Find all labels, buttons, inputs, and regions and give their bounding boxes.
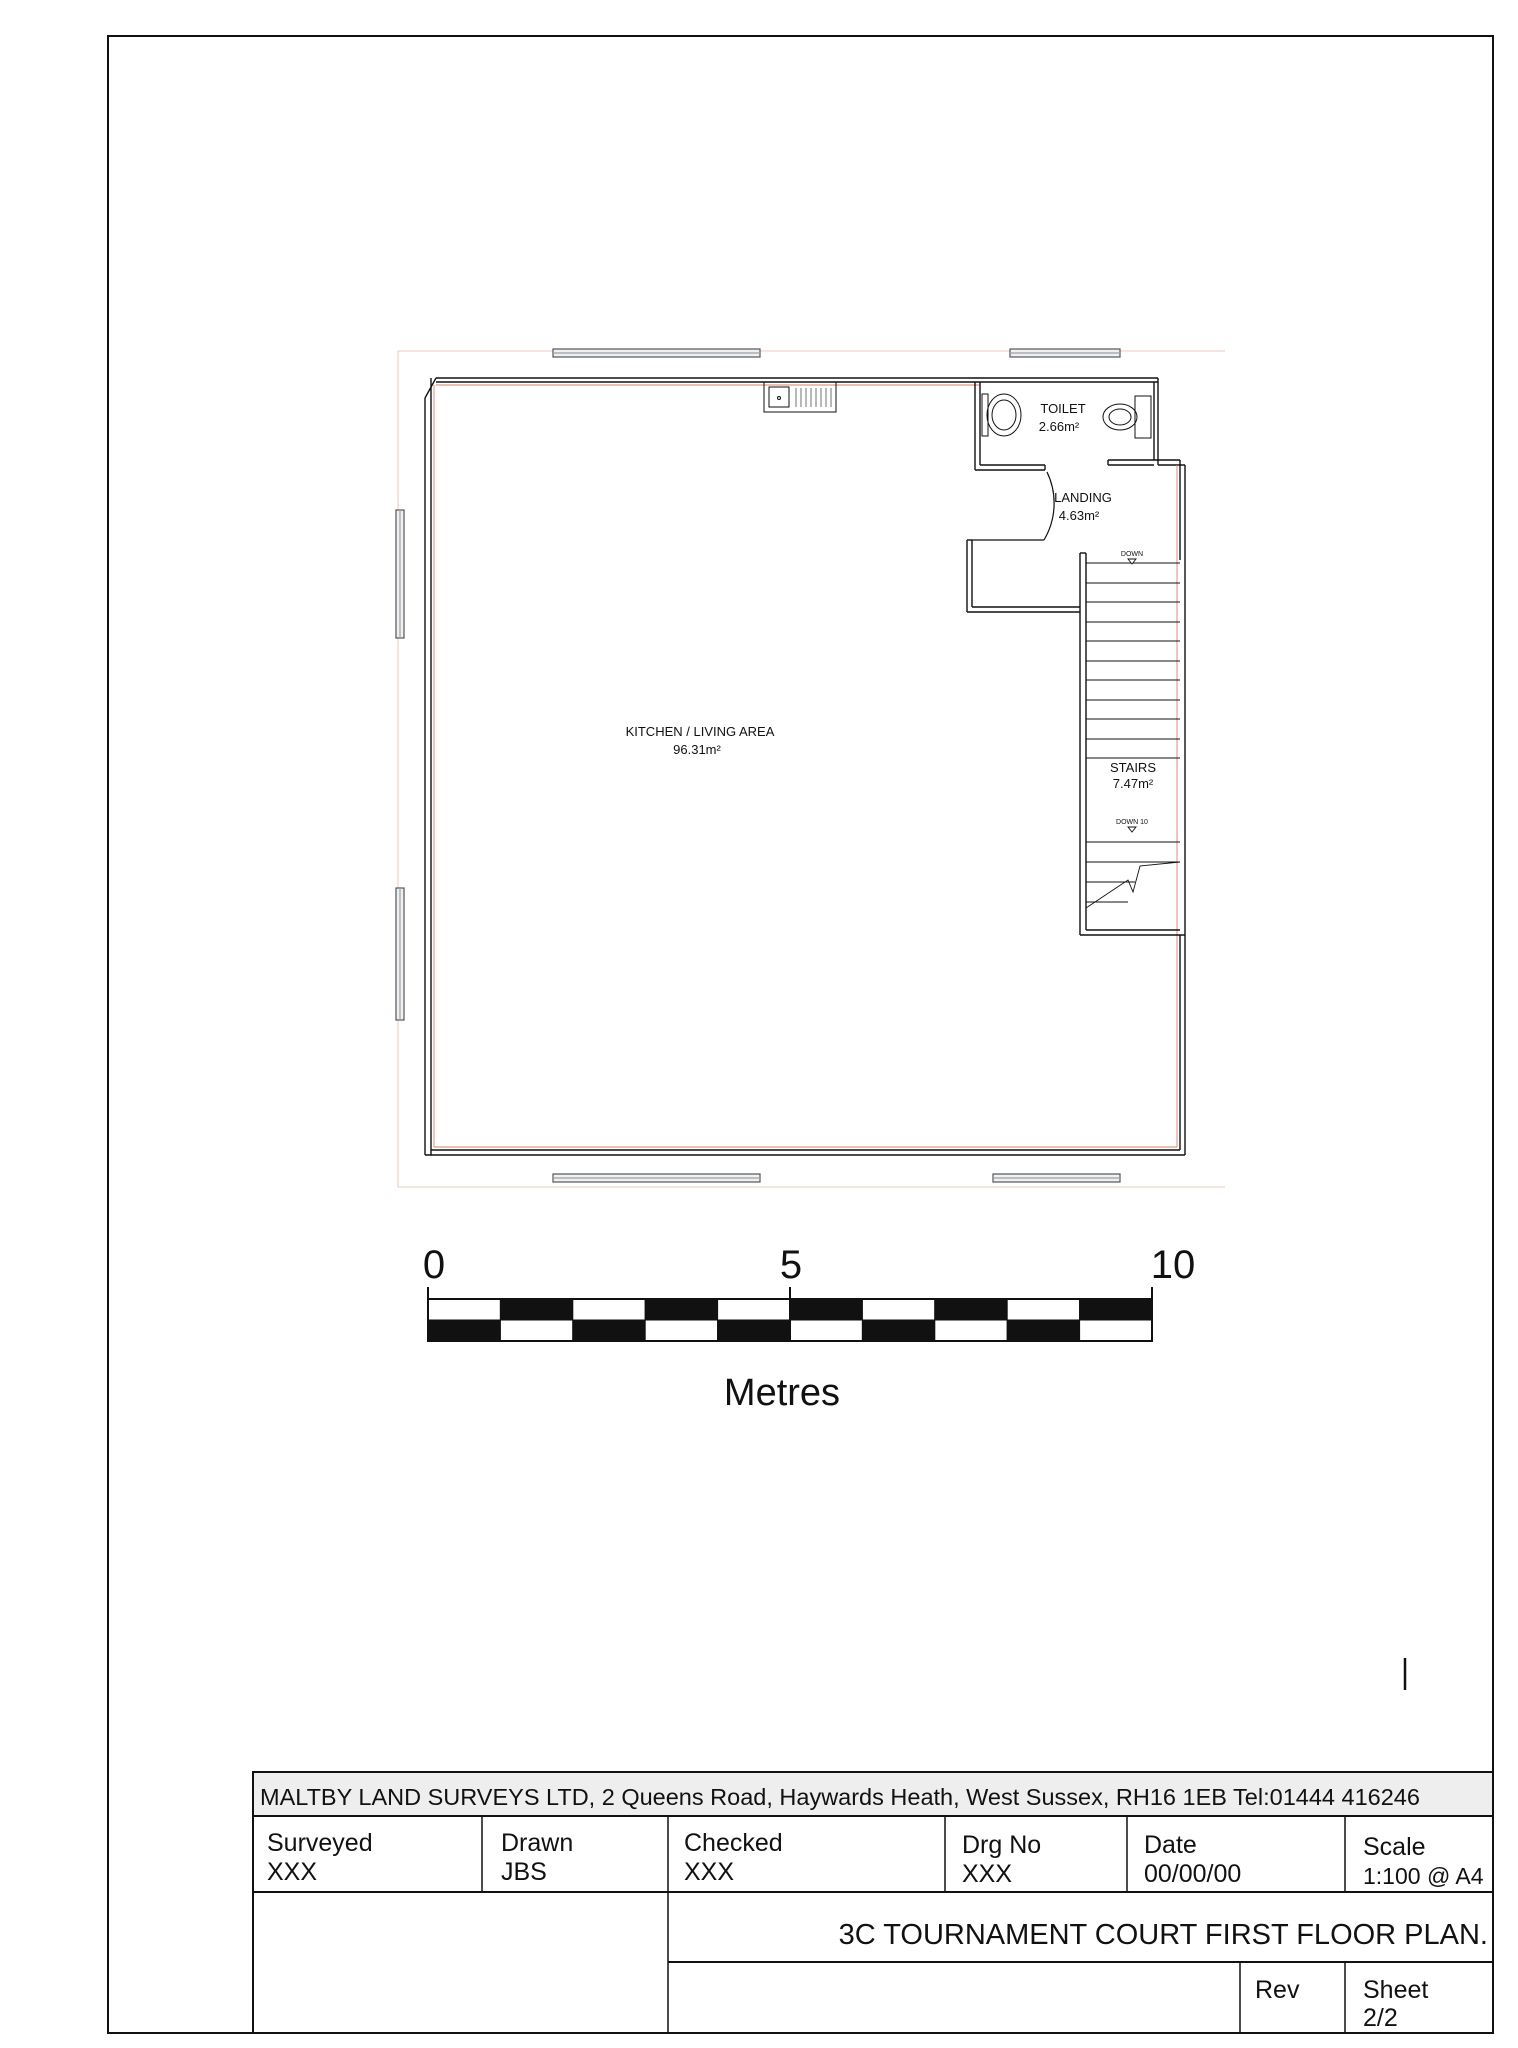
checked-value: XXX	[684, 1858, 735, 1886]
drawn-value: JBS	[501, 1858, 547, 1886]
stair-down-count-label: DOWN 10	[1116, 819, 1148, 826]
scale-cell	[718, 1320, 790, 1341]
scale-label-10: 10	[1150, 1243, 1196, 1287]
window-top-1	[553, 349, 760, 357]
scale-cell	[645, 1299, 717, 1320]
floor-plan	[396, 349, 1225, 1187]
rev-label: Rev	[1255, 1976, 1300, 2004]
scale-value: 1:100 @ A4	[1363, 1863, 1484, 1889]
sheet-value: 2/2	[1363, 2004, 1398, 2032]
scale-cell	[718, 1299, 790, 1320]
landing-door	[972, 472, 1054, 540]
scale-bar	[423, 1243, 1195, 1414]
window-top-2	[1010, 349, 1120, 357]
scale-cell	[1007, 1299, 1079, 1320]
sheet-label: Sheet	[1363, 1976, 1429, 2004]
scale-cell	[645, 1320, 717, 1341]
window-left-1	[396, 510, 404, 638]
internal-walls	[967, 382, 1185, 935]
checked-label: Checked	[684, 1829, 783, 1857]
scale-cell	[500, 1320, 572, 1341]
scale-cell	[500, 1299, 572, 1320]
wc-pan	[1103, 396, 1151, 438]
scale-unit-label: Metres	[723, 1372, 841, 1414]
scale-cell	[1080, 1320, 1152, 1341]
window-left-2	[396, 888, 404, 1020]
landing-name: LANDING	[1054, 490, 1112, 505]
stair-treads	[1086, 559, 1180, 908]
drawing-title: 3C TOURNAMENT COURT FIRST FLOOR PLAN.	[838, 1919, 1488, 1951]
scale-cell	[862, 1320, 934, 1341]
scale-cell	[573, 1299, 645, 1320]
toilet-name: TOILET	[1040, 401, 1086, 416]
scale-cell	[862, 1299, 934, 1320]
scale-label-0: 0	[422, 1243, 446, 1287]
scale-cell	[935, 1299, 1007, 1320]
scale-cell	[1080, 1299, 1152, 1320]
stairs-name: STAIRS	[1110, 760, 1156, 775]
surveyed-value: XXX	[267, 1858, 318, 1886]
window-bottom-2	[993, 1174, 1120, 1182]
toilet-area: 2.66m²	[1038, 419, 1080, 434]
title-block	[253, 1772, 1493, 2033]
scale-cell	[573, 1320, 645, 1341]
scale-cell	[790, 1299, 862, 1320]
scale-cell	[1007, 1320, 1079, 1341]
scale-cell	[428, 1320, 500, 1341]
stair-down-label: DOWN	[1120, 551, 1144, 558]
drawn-label: Drawn	[501, 1829, 574, 1857]
date-label: Date	[1144, 1831, 1197, 1859]
scale-label-5: 5	[779, 1243, 803, 1287]
kitchen-sink	[764, 382, 836, 412]
surveyed-label: Surveyed	[267, 1829, 373, 1857]
drg-no-value: XXX	[962, 1860, 1013, 1888]
wash-basin	[982, 394, 1021, 436]
sheet-border	[108, 36, 1493, 2033]
scale-label: Scale	[1363, 1833, 1426, 1861]
scale-cell	[790, 1320, 862, 1341]
kitchen-name: KITCHEN / LIVING AREA	[625, 724, 775, 739]
landing-area: 4.63m²	[1058, 508, 1100, 523]
kitchen-area: 96.31m²	[673, 742, 721, 757]
company-details: MALTBY LAND SURVEYS LTD, 2 Queens Road, Haywards Heath, West Sussex, RH16 1EB Tel:01444 416246	[260, 1784, 1420, 1810]
scale-cell	[935, 1320, 1007, 1341]
stairs-area: 7.47m²	[1112, 776, 1154, 791]
scale-cell	[428, 1299, 500, 1320]
drg-no-label: Drg No	[962, 1831, 1042, 1859]
date-value: 00/00/00	[1144, 1860, 1242, 1888]
window-bottom-1	[553, 1174, 760, 1182]
